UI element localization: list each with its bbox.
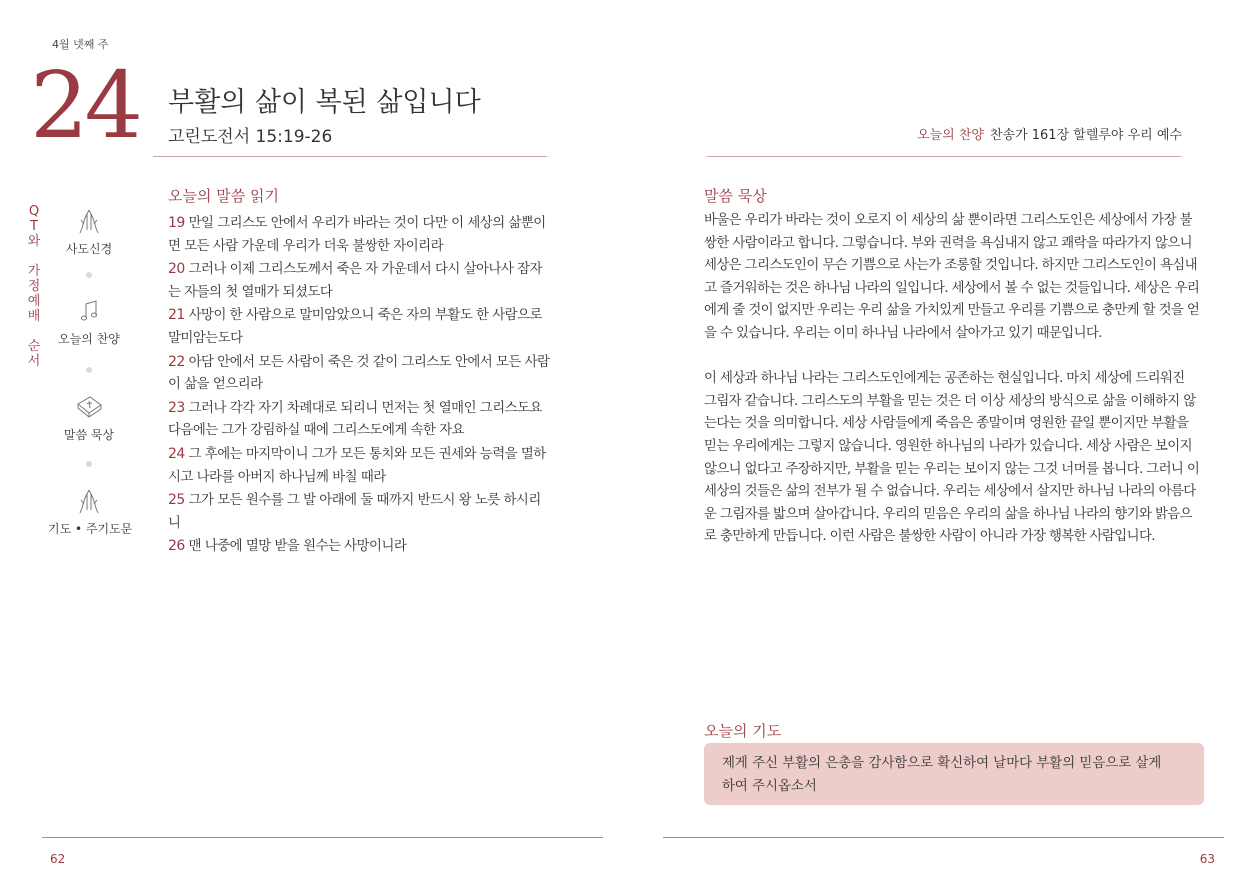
scripture-reference: 고린도전서 15:19-26 [168, 127, 333, 147]
todays-hymn [917, 124, 1182, 143]
verse-number: 19 [168, 215, 185, 231]
order-item-label: 말씀 묵상 [63, 428, 115, 442]
order-item-meditation [48, 392, 130, 443]
meditation-paragraph: 이 세상과 하나님 나라는 그리스도인에게는 공존하는 현실입니다. 마치 세상에 드리워진 그림자 같습니다. 그리스도의 부활을 믿는 것은 더 이상 세상의 방식으로 삶을 이해하지 않는다는 것을 의미합니다. 세상 사람들에게 죽음은 종말이며 영원한 끝일 뿐이지만 부활을 믿는 우리에게는 그렇지 않습니다. 영원한 하나님의 나라가 있습니다. 세상 사람은 보이지 않으니 없다고 주장하지만, 부활을 믿는 우리는 보이지 않는 그것 너머를 봅니다. 그러니 이 세상의 것들은 삶의 전부가 될 수 없습니다. 우리는 세상에서 살지만 하나님 나라의 아름다운 그림자를 밟으며 살아갑니다. 우리의 믿음은 우리의 삶을 하나님 나라의 향기와 밝음으로 충만하게 만듭니다. 이런 사람은 불쌍한 사람이 아니라 가장 행복한 사람입니다. [704, 371, 1200, 545]
praying-hands-icon [74, 486, 104, 516]
week-label: 4월 넷째 주 [52, 38, 109, 51]
verse-number: 20 [168, 261, 185, 278]
meditation-paragraph: 바울은 우리가 바라는 것이 오로지 이 세상의 삶 뿐이라면 그리스도인은 세상에서 가장 불쌍한 사람이라고 합니다. 그렇습니다. 부와 권력을 욕심내지 않고 쾌락을 따라가지 않으니 세상은 그리스도인이 무슨 기쁨으로 사는가 조롱할 것입니다. 하지만 그리스도인이 욕심내고 즐거워하는 것은 하나님 나라의 일입니다. 세상에서 볼 수 없는 것들입니다. 세상은 우리에게 줄 것이 없지만 우리는 우리 삶을 가치있게 만들고 우리를 기쁨으로 충만케 할 것을 얻을 수 있습니다. 우리는 이미 하나님 나라에서 살아가고 있기 때문입니다. [704, 213, 1200, 341]
verse-number: 22 [168, 353, 185, 370]
order-separator-dot [86, 272, 92, 278]
verse-text: 맨 나중에 멸망 받을 원수는 사망이니라 [184, 539, 407, 555]
verse-text: 그 후에는 마지막이니 그가 모든 통치와 모든 권세와 능력을 멸하시고 나라를 아버지 하나님께 바칠 때라 [168, 446, 546, 485]
verse [168, 535, 552, 559]
footer-divider-left [42, 837, 603, 838]
verse-text: 만일 그리스도 안에서 우리가 바라는 것이 다만 이 세상의 삶뿐이면 모든 사람 가운데 우리가 더욱 불쌍한 자이리라 [168, 216, 546, 254]
praying-hands-icon [74, 206, 104, 236]
verse-number: 21 [168, 307, 185, 324]
order-item-hymn [48, 296, 130, 347]
verse [168, 443, 552, 489]
verse [168, 258, 552, 304]
music-note-icon [74, 296, 104, 326]
verse-text: 그가 모든 원수를 그 발 아래에 둘 때까지 반드시 왕 노릇 하시리니 [168, 493, 541, 531]
order-item-prayer [48, 486, 133, 537]
footer-divider-right [663, 837, 1224, 838]
order-item-label: 사도신경 [65, 242, 113, 256]
header-divider-right [707, 156, 1181, 157]
verse [168, 351, 552, 397]
page-title: 부활의 삶이 복된 삶입니다 [168, 87, 481, 118]
order-item-label: 기도 • 주기도문 [48, 522, 133, 536]
verse [168, 489, 552, 535]
verse-text: 그러나 이제 그리스도께서 죽은 자 가운데서 다시 살아나사 잠자는 자들의 첫 열매가 되셨도다 [168, 262, 542, 300]
title-divider [153, 156, 547, 157]
worship-order-label: Q T 와 가 정 예 배 순 서 [27, 204, 41, 369]
verse-text: 아담 안에서 모든 사람이 죽은 것 같이 그리스도 안에서 모든 사람이 삶을 얻으리라 [168, 354, 550, 393]
verse-text: 사망이 한 사람으로 말미암았으니 죽은 자의 부활도 한 사람으로 말미암는도다 [168, 308, 542, 346]
verse [168, 304, 552, 350]
hymn-label: 오늘의 찬양 [917, 128, 984, 143]
hymn-title: 찬송가 161장 할렐루야 우리 예수 [989, 128, 1182, 143]
verse-number: 26 [168, 538, 185, 555]
scripture-verses [168, 212, 552, 559]
meditation-text [704, 210, 1200, 572]
meditation-heading: 말씀 묵상 [704, 187, 767, 205]
page-number-right: 63 [1199, 852, 1215, 866]
prayer-box: 제게 주신 부활의 은총을 감사함으로 확신하여 날마다 부활의 믿음으로 살게 하여 주시옵소서 [704, 743, 1204, 805]
verse [168, 212, 552, 258]
order-separator-dot [86, 367, 92, 373]
bible-book-icon [74, 392, 104, 422]
order-item-creed [48, 206, 130, 257]
page-number-left: 62 [50, 852, 66, 866]
verse-text: 그러나 각각 자기 차례대로 되리니 먼저는 첫 열매인 그리스도요 다음에는 그가 강림하실 때에 그리스도에게 속한 자요 [168, 400, 542, 439]
reading-heading: 오늘의 말씀 읽기 [168, 187, 279, 205]
verse-number: 24 [168, 445, 185, 462]
order-item-label: 오늘의 찬양 [58, 332, 120, 346]
prayer-heading: 오늘의 기도 [704, 722, 782, 740]
verse [168, 397, 552, 443]
verse-number: 23 [168, 399, 185, 416]
order-separator-dot [86, 461, 92, 467]
day-number: 24 [30, 52, 140, 159]
verse-number: 25 [168, 492, 185, 509]
